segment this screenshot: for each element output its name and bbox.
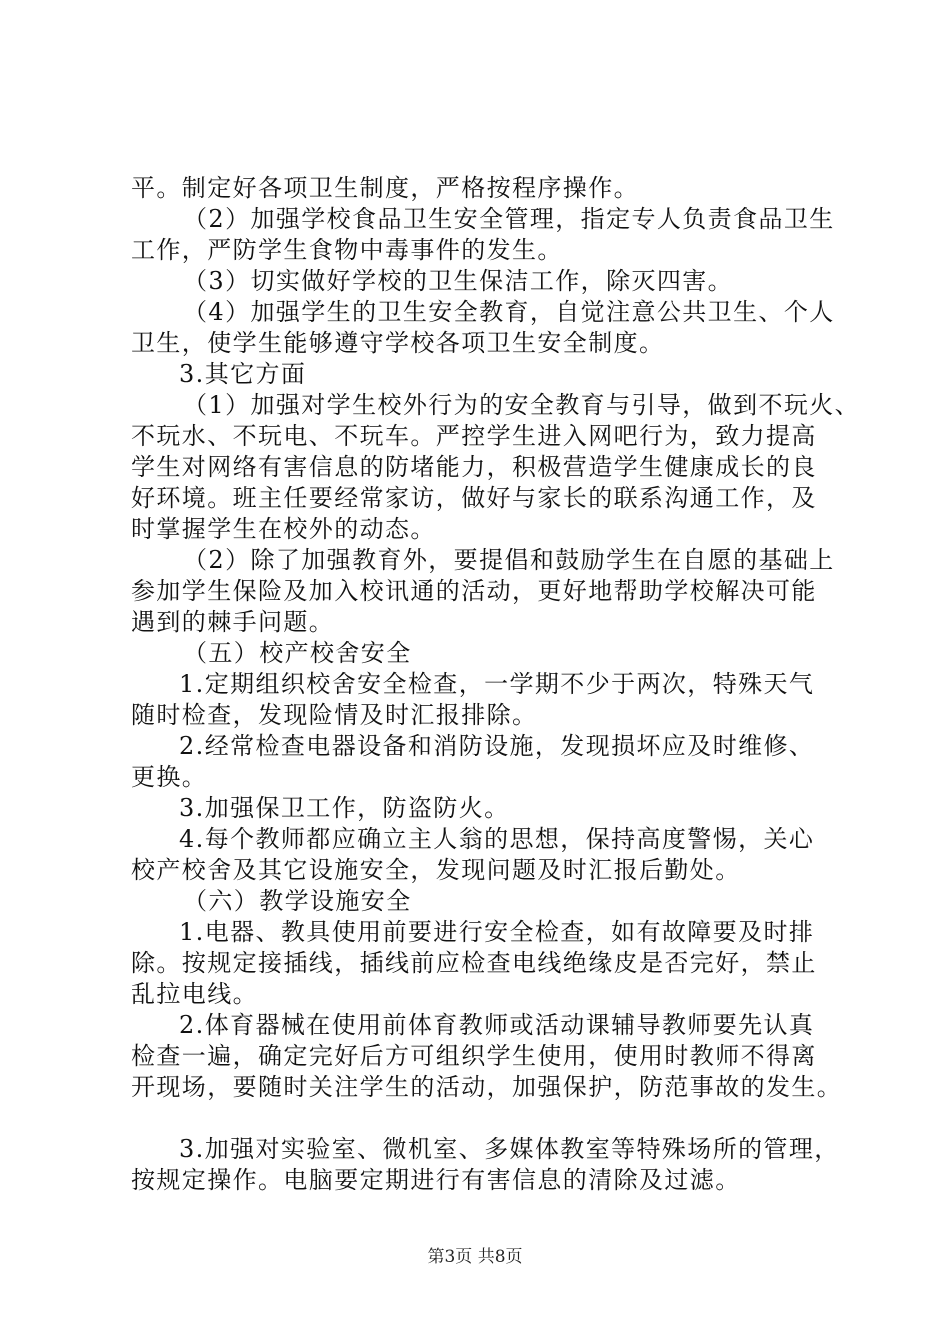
text-line: 3.其它方面 xyxy=(179,360,307,388)
text-line: 好环境。班主任要经常家访，做好与家长的联系沟通工作，及 xyxy=(131,484,817,512)
text-line: 平。制定好各项卫生制度，严格按程序操作。 xyxy=(131,174,639,202)
text-line: 3.加强保卫工作，防盗防火。 xyxy=(179,794,510,822)
text-line: 更换。 xyxy=(131,763,208,791)
text-line: （2）除了加强教育外，要提倡和鼓励学生在自愿的基础上 xyxy=(183,546,835,574)
text-line: （1）加强对学生校外行为的安全教育与引导，做到不玩火、 xyxy=(183,391,861,419)
text-line: 检查一遍，确定完好后方可组织学生使用，使用时教师不得离 xyxy=(131,1042,817,1070)
text-line: 学生对网络有害信息的防堵能力，积极营造学生健康成长的良 xyxy=(131,453,817,481)
text-line: （3）切实做好学校的卫生保洁工作，除灭四害。 xyxy=(183,267,734,295)
text-line: 不玩水、不玩电、不玩车。严控学生进入网吧行为，致力提高 xyxy=(131,422,817,450)
text-line: 4.每个教师都应确立主人翁的思想，保持高度警惕，关心 xyxy=(179,825,815,853)
text-line: 按规定操作。电脑要定期进行有害信息的清除及过滤。 xyxy=(131,1166,741,1194)
text-line: 随时检查，发现险情及时汇报排除。 xyxy=(131,701,538,729)
text-line: 卫生，使学生能够遵守学校各项卫生安全制度。 xyxy=(131,329,665,357)
text-line: 工作，严防学生食物中毒事件的发生。 xyxy=(131,236,563,264)
text-line: 乱拉电线。 xyxy=(131,980,258,1008)
text-line: （4）加强学生的卫生安全教育，自觉注意公共卫生、个人 xyxy=(183,298,835,326)
text-line: 时掌握学生在校外的动态。 xyxy=(131,515,436,543)
text-line: 参加学生保险及加入校讯通的活动，更好地帮助学校解决可能 xyxy=(131,577,817,605)
page-footer: 第3页 共8页 xyxy=(427,1247,523,1267)
text-line: （2）加强学校食品卫生安全管理，指定专人负责食品卫生 xyxy=(183,205,835,233)
text-line: 2.经常检查电器设备和消防设施，发现损坏应及时维修、 xyxy=(179,732,815,760)
blank-line xyxy=(131,1103,836,1134)
text-line: 3.加强对实验室、微机室、多媒体教室等特殊场所的管理， xyxy=(179,1135,840,1163)
text-line: （六）教学设施安全 xyxy=(183,887,412,915)
text-line: 2.体育器械在使用前体育教师或活动课辅导教师要先认真 xyxy=(179,1011,815,1039)
text-line: 1.定期组织校舍安全检查，一学期不少于两次，特殊天气 xyxy=(179,670,815,698)
text-line: 1.电器、教具使用前要进行安全检查，如有故障要及时排 xyxy=(179,918,815,946)
text-line: 除。按规定接插线，插线前应检查电线绝缘皮是否完好，禁止 xyxy=(131,949,817,977)
text-line: 校产校舍及其它设施安全，发现问题及时汇报后勤处。 xyxy=(131,856,741,884)
text-line: （五）校产校舍安全 xyxy=(183,639,412,667)
text-line: 开现场，要随时关注学生的活动，加强保护，防范事故的发生。 xyxy=(131,1073,843,1101)
document-body xyxy=(131,173,861,1196)
text-line: 遇到的棘手问题。 xyxy=(131,608,335,636)
